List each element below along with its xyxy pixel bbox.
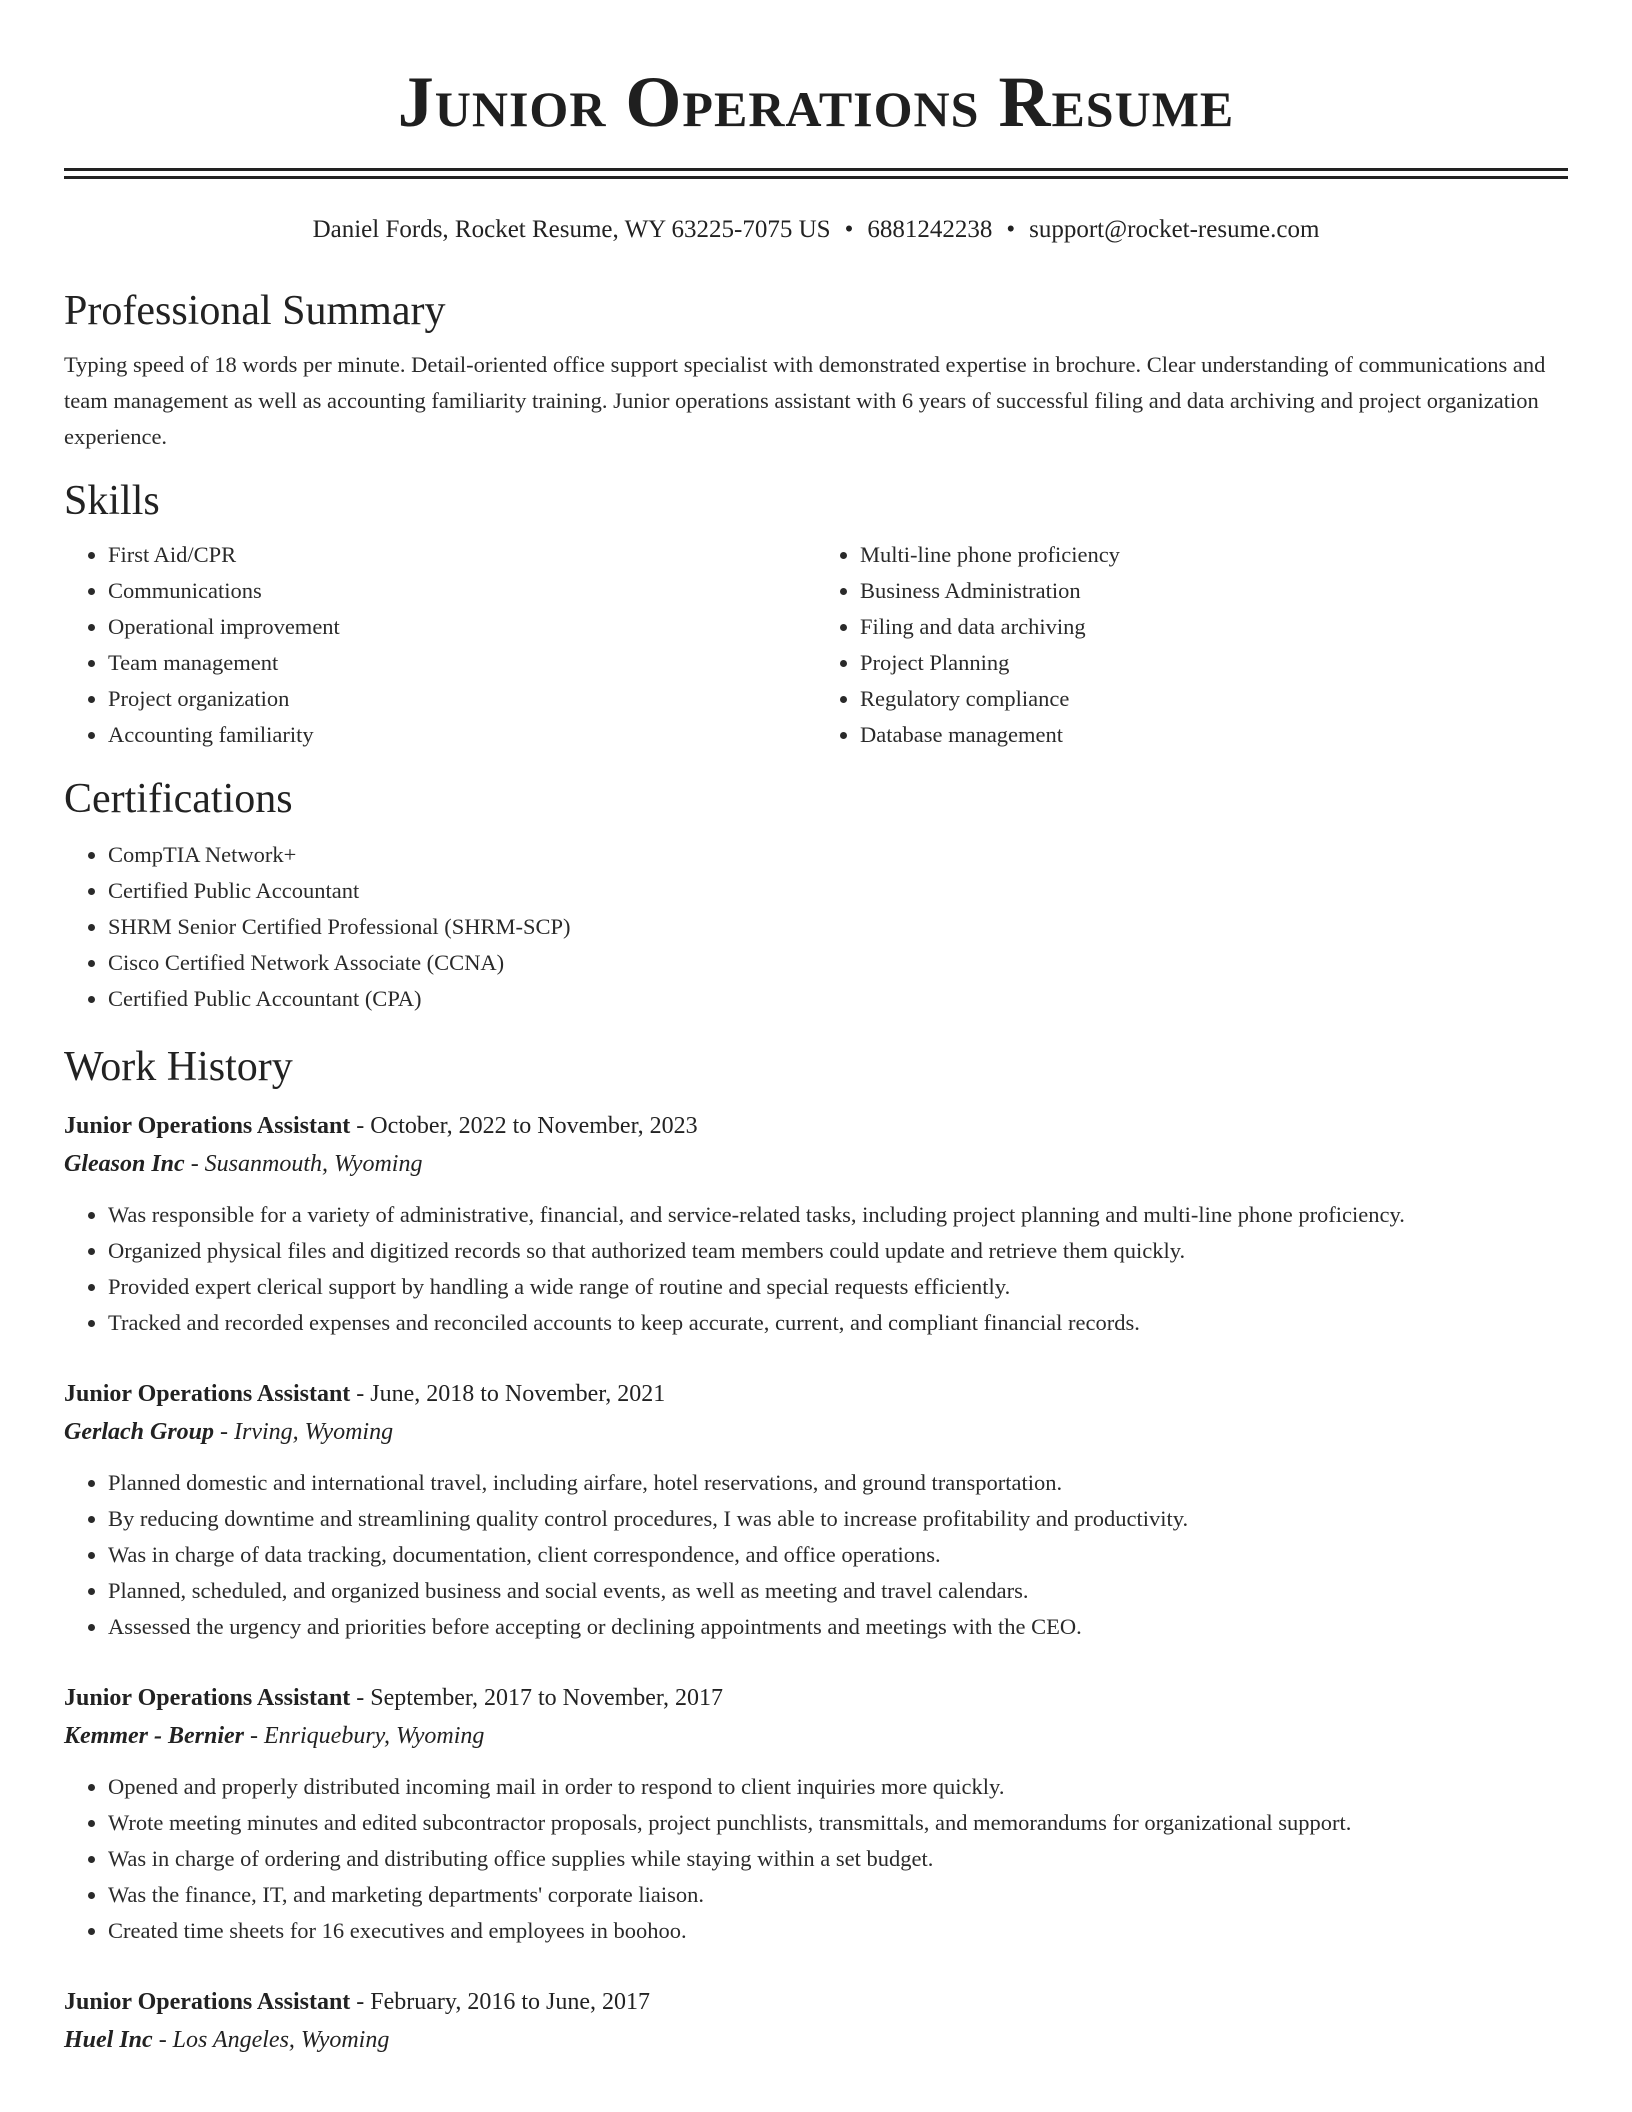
job-company-line — [64, 1145, 1568, 1183]
contact-line — [64, 213, 1568, 247]
job-location: - Enriquebury, Wyoming — [244, 1723, 485, 1749]
job-duty: • Was in charge of ordering and distributing office supplies while staying within a set budget. — [108, 1841, 1568, 1877]
job-dates: - February, 2016 to June, 2017 — [350, 1989, 651, 2015]
summary-text: Typing speed of 18 words per minute. Detail-oriented office support specialist with demonstrated expertise in brochure. Clear understanding of communications and team management as well as accounting familiarity training. Junior operations assistant with 6 years of successful filing and data archiving and project organization experience. — [64, 352, 1546, 449]
job-title: Junior Operations Assistant — [64, 1989, 351, 2015]
job-duty: • Assessed the urgency and priorities before accepting or declining appointments and meetings with the CEO. — [108, 1609, 1568, 1645]
job-dates: - June, 2018 to November, 2021 — [350, 1381, 666, 1407]
job-duty: • Was in charge of data tracking, documentation, client correspondence, and office operations. — [108, 1537, 1568, 1573]
skill-item: • Database management — [860, 717, 1568, 753]
certification-item: • CompTIA Network+ — [108, 837, 1568, 873]
job-entry — [64, 1679, 1568, 1949]
job-title-line — [64, 1983, 1568, 2021]
title-double-rule — [64, 168, 1568, 179]
skill-item: • Project Planning — [860, 645, 1568, 681]
job-duty: • Planned, scheduled, and organized business and social events, as well as meeting and travel calendars. — [108, 1573, 1568, 1609]
skill-item: • Accounting familiarity — [108, 717, 816, 753]
job-duty: • Opened and properly distributed incoming mail in order to respond to client inquiries more quickly. — [108, 1769, 1568, 1805]
certification-item: • Certified Public Accountant — [108, 873, 1568, 909]
job-title-line — [64, 1375, 1568, 1413]
job-title: Junior Operations Assistant — [64, 1685, 351, 1711]
skills-right-list — [816, 537, 1568, 753]
job-duty: • By reducing downtime and streamlining quality control procedures, I was able to increase profitability and productivity. — [108, 1501, 1568, 1537]
skill-item: • Team management — [108, 645, 816, 681]
skill-item: • Business Administration — [860, 573, 1568, 609]
skill-item: • Regulatory compliance — [860, 681, 1568, 717]
contact-phone: 6881242238 — [867, 216, 993, 243]
job-title: Junior Operations Assistant — [64, 1381, 351, 1407]
skill-item: • Multi-line phone proficiency — [860, 537, 1568, 573]
job-duty: • Planned domestic and international travel, including airfare, hotel reservations, and ground transportation. — [108, 1465, 1568, 1501]
certification-item: • Cisco Certified Network Associate (CCNA) — [108, 945, 1568, 981]
job-company: Gerlach Group — [64, 1419, 215, 1445]
skill-item: • Communications — [108, 573, 816, 609]
job-duties-list — [64, 1465, 1568, 1645]
job-dates: - September, 2017 to November, 2017 — [350, 1685, 723, 1711]
job-duty: • Organized physical files and digitized records so that authorized team members could update and retrieve them quickly. — [108, 1233, 1568, 1269]
job-location: - Susanmouth, Wyoming — [184, 1151, 423, 1177]
job-location: - Los Angeles, Wyoming — [152, 2027, 390, 2053]
skill-item: • Filing and data archiving — [860, 609, 1568, 645]
certification-item: • Certified Public Accountant (CPA) — [108, 981, 1568, 1017]
job-company: Gleason Inc — [64, 1151, 185, 1177]
job-company-line — [64, 1413, 1568, 1451]
job-duties-list — [64, 1197, 1568, 1341]
skills-columns — [64, 537, 1568, 753]
certifications-list — [64, 837, 1568, 1017]
job-duty: • Wrote meeting minutes and edited subcontractor proposals, project punchlists, transmittals, and memorandums for organizational support. — [108, 1805, 1568, 1841]
summary-heading: Professional Summary — [64, 288, 446, 334]
certifications-heading: Certifications — [64, 776, 293, 822]
skill-item: • Project organization — [108, 681, 816, 717]
job-duty: • Tracked and recorded expenses and reconciled accounts to keep accurate, current, and compliant financial records. — [108, 1305, 1568, 1341]
job-location: - Irving, Wyoming — [214, 1419, 394, 1445]
job-duties-list — [64, 1769, 1568, 1949]
work-history-heading: Work History — [64, 1044, 293, 1090]
skill-item: • First Aid/CPR — [108, 537, 816, 573]
job-title-line — [64, 1679, 1568, 1717]
certification-item: • SHRM Senior Certified Professional (SHRM-SCP) — [108, 909, 1568, 945]
job-duty: • Was responsible for a variety of administrative, financial, and service-related tasks, including project planning and multi-line phone proficiency. — [108, 1197, 1568, 1233]
job-entry — [64, 1375, 1568, 1645]
job-duty: • Provided expert clerical support by handling a wide range of routine and special requests efficiently. — [108, 1269, 1568, 1305]
job-title: Junior Operations Assistant — [64, 1113, 351, 1139]
job-entry — [64, 1107, 1568, 1341]
resume-title: Junior Operations Resume — [397, 62, 1235, 142]
skill-item: • Operational improvement — [108, 609, 816, 645]
job-duty: • Was the finance, IT, and marketing departments' corporate liaison. — [108, 1877, 1568, 1913]
job-duty: • Created time sheets for 16 executives and employees in boohoo. — [108, 1913, 1568, 1949]
skills-left-list — [64, 537, 816, 753]
job-entry — [64, 1983, 1568, 2059]
job-title-line — [64, 1107, 1568, 1145]
job-dates: - October, 2022 to November, 2023 — [350, 1113, 698, 1139]
contact-email: support@rocket-resume.com — [1029, 216, 1320, 243]
job-company-line — [64, 1717, 1568, 1755]
contact-separator: • — [844, 216, 854, 243]
contact-address: Daniel Fords, Rocket Resume, WY 63225-7075 US — [312, 216, 831, 243]
job-company-line — [64, 2021, 1568, 2059]
skills-heading: Skills — [64, 478, 160, 524]
job-company: Kemmer - Bernier — [64, 1723, 244, 1749]
contact-separator: • — [1006, 216, 1016, 243]
job-company: Huel Inc — [64, 2027, 153, 2053]
